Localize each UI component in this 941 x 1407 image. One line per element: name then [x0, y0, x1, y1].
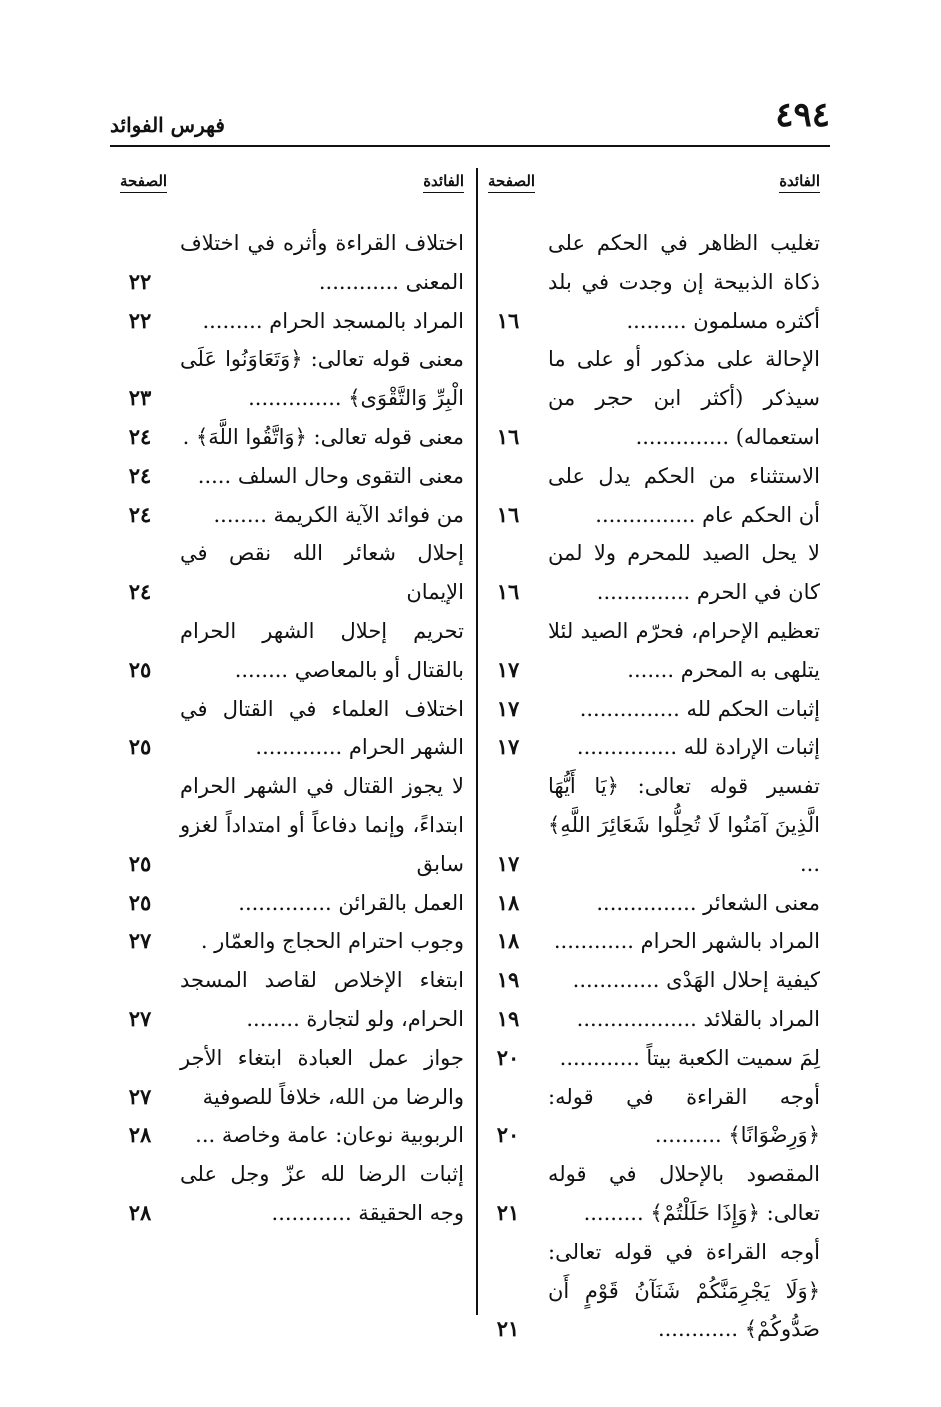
entry-page: ٢٥ — [128, 656, 152, 682]
entry-text: لا يجوز القتال في الشهر الحرام ابتداءً، وإنما دفاعاً أو امتداداً لغزو سابق — [180, 774, 464, 876]
entry-text: أوجه القراءة في قوله تعالى: ﴿وَلَا يَجْرِمَنَّكُمْ شَنَآنُ قَوْمٍ أَن صَدُّوكُمْ﴾ ............ — [548, 1239, 820, 1342]
entry-text: المراد بالشهر الحرام ............ — [553, 929, 820, 954]
index-entry — [478, 1039, 830, 1078]
entry-text: المقصود بالإحلال في قوله تعالى: ﴿وَإِذَا حَلَلْتُمْ﴾ ......... — [548, 1162, 820, 1225]
index-entry — [478, 961, 830, 1000]
entry-page: ٢٢ — [128, 268, 152, 294]
index-entry — [478, 534, 830, 612]
page-header-label: الصفحة — [488, 172, 535, 193]
index-entry — [478, 1155, 830, 1233]
right-column — [478, 172, 830, 1349]
entry-text: الربوبية نوعان: عامة وخاصة ... — [195, 1123, 464, 1148]
entry-page: ١٧ — [496, 656, 520, 682]
entry-text: اختلاف العلماء في القتال في الشهر الحرام ............. — [180, 696, 464, 760]
entry-page: ٢٤ — [128, 423, 152, 449]
index-entry — [110, 418, 474, 457]
index-entry — [110, 1039, 474, 1117]
entry-page: ١٦ — [496, 501, 520, 527]
entry-page: ٢٤ — [128, 579, 152, 605]
entry-text: إحلال شعائر الله نقص في الإيمان — [180, 541, 464, 605]
entry-page: ٢٠ — [496, 1122, 520, 1148]
entry-page: ١٦ — [496, 579, 520, 605]
entry-text: معنى قوله تعالى: ﴿وَتَعَاوَنُوا عَلَى الْبِرِّ وَالتَّقْوَى﴾ .............. — [180, 347, 464, 411]
index-entry — [478, 1078, 830, 1156]
entry-text: جواز عمل العبادة ابتغاء الأجر والرضا من الله، خلافاً للصوفية — [180, 1045, 464, 1109]
index-entry — [110, 1116, 474, 1155]
entry-page: ١٨ — [496, 928, 520, 954]
entry-page: ١٨ — [496, 889, 520, 915]
entry-text: وجوب احترام الحجاج والعمّار . — [200, 929, 464, 954]
topic-header: الفائدة — [423, 172, 464, 193]
entry-page: ١٩ — [496, 967, 520, 993]
index-entry — [110, 496, 474, 535]
entry-text: اختلاف القراءة وأثره في اختلاف المعنى ............ — [180, 231, 464, 294]
entry-text: معنى قوله تعالى: ﴿وَاتَّقُوا اللَّهَ﴾ . — [182, 424, 464, 449]
index-entry — [478, 224, 830, 340]
index-entry — [110, 534, 474, 612]
entry-page: ١٧ — [496, 734, 520, 760]
index-entry — [478, 728, 830, 767]
entry-text: ابتغاء الإخلاص لقاصد المسجد الحرام، ولو لتجارة ........ — [180, 968, 464, 1031]
entry-text: لا يحل الصيد للمحرم ولا لمن كان في الحرم .............. — [548, 541, 820, 605]
entry-page: ٢٧ — [128, 1083, 152, 1109]
entry-page: ٢١ — [496, 1199, 520, 1225]
index-entry — [110, 457, 474, 496]
entry-text: المراد بالمسجد الحرام ......... — [202, 308, 464, 333]
index-entry — [110, 767, 474, 883]
entry-page: ٢٧ — [128, 928, 152, 954]
left-entry-list — [110, 224, 474, 1233]
entry-text: الاستثناء من الحكم يدل على أن الحكم عام ............... — [548, 463, 820, 527]
index-entry — [478, 922, 830, 961]
topic-header: الفائدة — [779, 172, 820, 193]
entry-text: لِمَ سميت الكعبة بيتاً ............ — [559, 1045, 820, 1070]
index-entry — [478, 1233, 830, 1349]
index-entry — [110, 302, 474, 341]
entry-page: ١٧ — [496, 695, 520, 721]
entry-text: أوجه القراءة في قوله: ﴿وَرِضْوَانًا﴾ .......... — [548, 1084, 820, 1148]
header-rule — [110, 145, 830, 147]
index-entry — [478, 612, 830, 690]
running-title: فهرس الفوائد — [110, 113, 225, 137]
entry-text: معنى الشعائر ............... — [596, 890, 820, 915]
entry-text: تعظيم الإحرام، فحرّم الصيد لئلا يتلهى به المحرم ....... — [548, 618, 820, 682]
entry-text: العمل بالقرائن .............. — [238, 890, 464, 915]
index-entry — [110, 884, 474, 923]
entry-text: تحريم إحلال الشهر الحرام بالقتال أو بالمعاصي ........ — [180, 618, 464, 682]
entry-page: ٢٥ — [128, 850, 152, 876]
index-entry — [110, 612, 474, 690]
index-entry — [110, 340, 474, 418]
left-column-headers — [110, 172, 474, 224]
entry-page: ٢٤ — [128, 462, 152, 488]
entry-page: ٢١ — [496, 1316, 520, 1342]
entry-page: ٢٨ — [128, 1199, 152, 1225]
entry-page: ١٧ — [496, 850, 520, 876]
entry-text: من فوائد الآية الكريمة ........ — [213, 502, 464, 527]
index-entry — [110, 922, 474, 961]
entry-text: كيفية إحلال الهَدْى ............. — [572, 968, 820, 993]
page-header-label: الصفحة — [120, 172, 167, 193]
entry-text: الإحالة على مذكور أو على ما سيذكر (أكثر ابن حجر من استعماله) .............. — [548, 347, 820, 449]
index-entry — [478, 884, 830, 923]
index-entry — [110, 690, 474, 768]
entry-page: ٢٧ — [128, 1005, 152, 1031]
entry-text: تفسير قوله تعالى: ﴿يَا أَيُّهَا الَّذِينَ آمَنُوا لَا تُحِلُّوا شَعَائِرَ اللَّهِ﴾ ... — [548, 774, 820, 876]
index-entry — [478, 457, 830, 535]
index-entry — [478, 690, 830, 729]
index-entry — [110, 224, 474, 302]
entry-page: ٢٨ — [128, 1122, 152, 1148]
entry-page: ١٦ — [496, 423, 520, 449]
index-entry — [478, 1000, 830, 1039]
entry-text: معنى التقوى وحال السلف ..... — [197, 463, 464, 488]
index-entry — [110, 1155, 474, 1233]
index-entry — [478, 340, 830, 456]
entry-page: ٢٢ — [128, 307, 152, 333]
index-entry — [478, 767, 830, 883]
right-entry-list — [478, 224, 830, 1349]
left-column — [110, 172, 474, 1233]
entry-page: ٢٣ — [128, 385, 152, 411]
page-number: ٤٩٤ — [775, 95, 830, 135]
right-column-headers — [478, 172, 830, 224]
entry-page: ١٩ — [496, 1005, 520, 1031]
entry-text: المراد بالقلائد .................. — [576, 1006, 820, 1031]
entry-text: إثبات الحكم لله ............... — [579, 696, 820, 721]
entry-text: تغليب الظاهر في الحكم على ذكاة الذبيحة إن وجدت في بلد أكثره مسلمون ......... — [548, 231, 820, 333]
entry-page: ٢٥ — [128, 734, 152, 760]
index-entry — [110, 961, 474, 1039]
entry-page: ٢٤ — [128, 501, 152, 527]
entry-text: إثبات الرضا لله عزّ وجل على وجه الحقيقة ............ — [180, 1162, 464, 1225]
entry-page: ٢٠ — [496, 1044, 520, 1070]
page-header — [110, 95, 830, 145]
entry-text: إثبات الإرادة لله ............... — [576, 735, 820, 760]
entry-page: ١٦ — [496, 307, 520, 333]
entry-page: ٢٥ — [128, 889, 152, 915]
